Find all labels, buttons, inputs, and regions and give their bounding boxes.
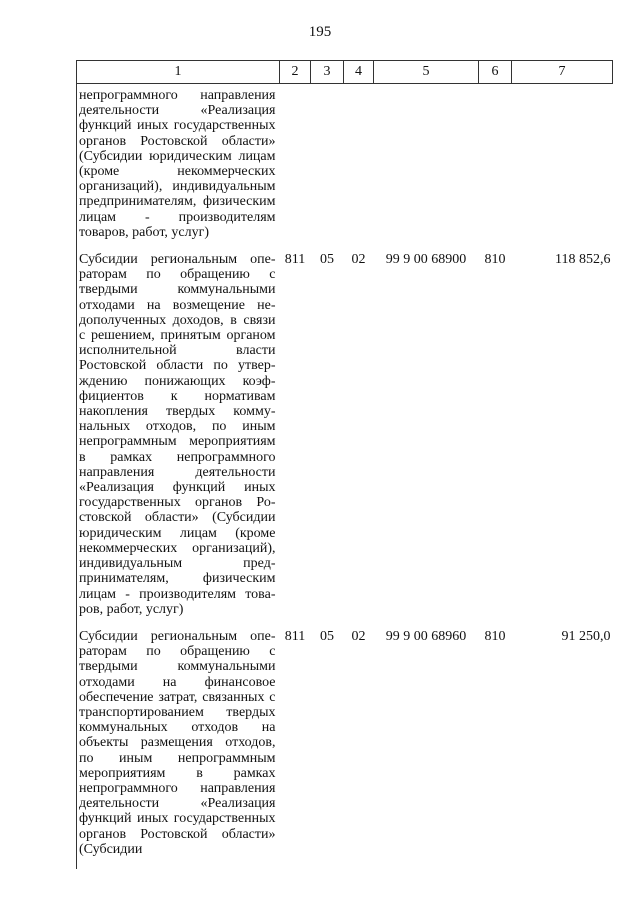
table-header-row bbox=[77, 61, 613, 84]
row-grbs: 811 bbox=[284, 252, 306, 268]
column-header-3: 3 bbox=[311, 61, 344, 84]
row-description: непрограммного направления деятельности «Реализация функций иных государственных органов Ростовской области» (Субсидии юридическим лицам (кроме некоммерческих организаций), индивидуальным предпринимателям, физическим лицам - производителям товаров, работ, услуг) bbox=[77, 84, 280, 253]
row-target-article: 99 9 00 68900 bbox=[385, 252, 467, 268]
column-header-2: 2 bbox=[280, 61, 311, 84]
row-description: Субсидии региональным операторам по обращению с твердыми коммунальными отходами на финансовое обеспечение затрат, связанных с транспортированием твердых коммунальных отходов на объекты размещения отходов, по иным непрограммным мероприятиям в рамках непрограммного направления деятельности «Реализация функций иных государственных органов Ростовской области» (Субсидии bbox=[77, 629, 280, 869]
row-amount bbox=[512, 84, 613, 253]
row-expense-type bbox=[479, 84, 512, 253]
row-amount: 118 852,6 bbox=[555, 252, 611, 268]
row-target-article: 99 9 00 68960 bbox=[385, 628, 467, 644]
row-subsection: 02 bbox=[351, 628, 366, 644]
row-section: 05 bbox=[320, 628, 334, 644]
column-header-5: 5 bbox=[374, 61, 479, 84]
row-section: 05 bbox=[320, 252, 334, 268]
row-subsection bbox=[344, 84, 374, 253]
row-grbs: 811 bbox=[284, 628, 306, 644]
table-row bbox=[77, 84, 613, 253]
table-row bbox=[77, 252, 613, 629]
row-amount: 91 250,0 bbox=[561, 628, 611, 644]
row-section bbox=[311, 84, 344, 253]
column-header-7: 7 bbox=[512, 61, 613, 84]
row-description: Субсидии региональным операторам по обращению с твердыми коммунальными отходами на возмещение недополученных доходов, в связи с решением, принятым органом исполнительной власти Ростовской области по утверждению понижающих коэффициентов к нормативам накопления твердых коммунальных отходов, по иным непрограммным мероприятиям в рамках непрограммного направления деятельности «Реализация функций иных государственных органов Ростовской области» (Субсидии юридическим лицам (кроме некоммерческих организаций), индивидуальным предпринимателям, физическим лицам - производителям товаров, работ, услуг) bbox=[77, 252, 280, 629]
row-grbs bbox=[280, 84, 311, 253]
column-header-1: 1 bbox=[77, 61, 280, 84]
row-expense-type: 810 bbox=[484, 628, 506, 644]
column-header-6: 6 bbox=[479, 61, 512, 84]
column-header-4: 4 bbox=[344, 61, 374, 84]
table-row bbox=[77, 629, 613, 869]
row-target-article bbox=[374, 84, 479, 253]
budget-table bbox=[76, 60, 613, 869]
row-subsection: 02 bbox=[351, 252, 366, 268]
page-number: 195 bbox=[308, 24, 332, 40]
row-expense-type: 810 bbox=[484, 252, 506, 268]
